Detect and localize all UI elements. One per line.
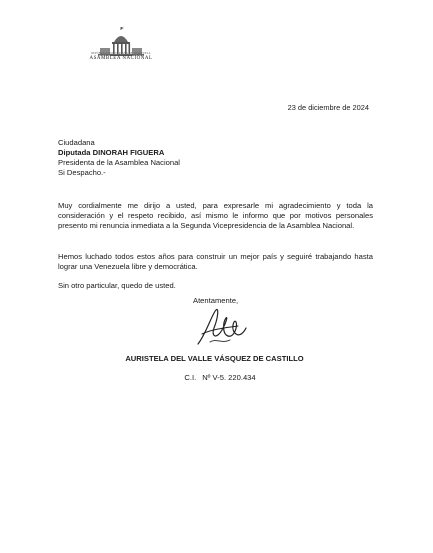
national-assembly-seal-icon bbox=[90, 24, 152, 68]
signer-id bbox=[150, 373, 290, 382]
recipient-position: Presidenta de la Asamblea Nacional bbox=[58, 158, 180, 167]
recipient-dispatch: Si Despacho.- bbox=[58, 168, 106, 177]
letter-date: 23 de diciembre de 2024 bbox=[287, 103, 369, 112]
handwritten-signature-icon bbox=[192, 304, 250, 352]
signer-id-label: C.I. bbox=[184, 373, 197, 382]
recipient-block bbox=[58, 138, 180, 178]
body-paragraph-farewell: Sin otro particular, quedo de usted. bbox=[58, 281, 176, 290]
signer-id-value: Nº V-5. 220.434 bbox=[202, 373, 256, 382]
recipient-name: Diputada DINORAH FIGUERA bbox=[58, 148, 165, 157]
body-paragraph-resignation: Muy cordialmente me dirijo a usted, para expresarle mi agradecimiento y toda la consideración y el respeto recibido, así mismo le informo que por motivos personales presento mi renuncia inmediata a la Segunda Vicepresidencia de la Asamblea Nacional. bbox=[58, 201, 373, 231]
closing-text: Atentamente, bbox=[193, 296, 239, 305]
recipient-salutation: Ciudadana bbox=[58, 138, 95, 147]
seal-institution-text: ASAMBLEA NACIONAL bbox=[89, 56, 153, 61]
seal-country-text: REPÚBLICA BOLIVARIANA DE VENEZUELA bbox=[91, 52, 151, 55]
seal-caption bbox=[86, 52, 156, 61]
signer-name: AURISTELA DEL VALLE VÁSQUEZ DE CASTILLO bbox=[125, 354, 304, 363]
body-paragraph-struggle: Hemos luchado todos estos años para construir un mejor país y seguiré trabajando hasta lograr una Venezuela libre y democrática. bbox=[58, 252, 373, 272]
